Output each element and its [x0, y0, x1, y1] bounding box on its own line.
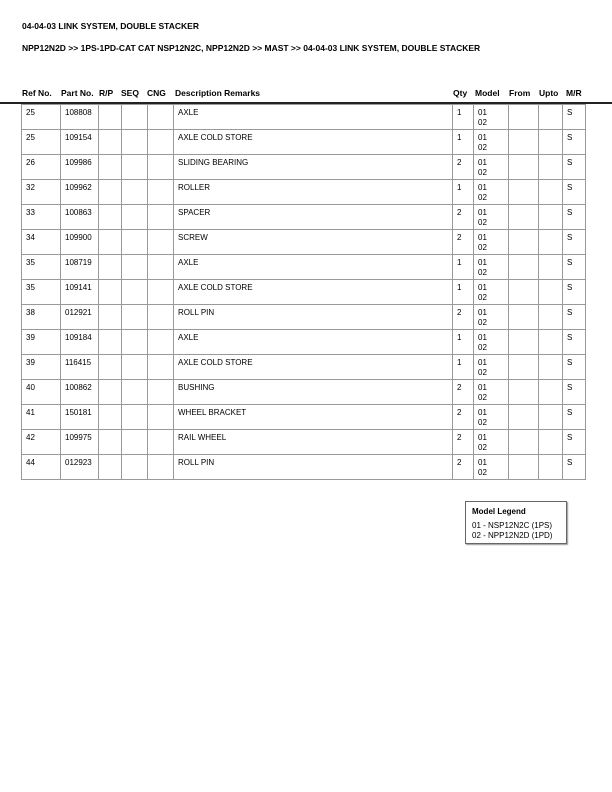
table-row [22, 205, 586, 230]
upto-cell [539, 405, 563, 430]
qty-cell: 2 [453, 455, 474, 480]
part-no-cell: 012923 [61, 455, 99, 480]
table-row [22, 355, 586, 380]
qty-cell: 1 [453, 255, 474, 280]
seq-cell [122, 105, 148, 130]
part-no-cell: 109184 [61, 330, 99, 355]
col-rp: R/P [99, 88, 114, 98]
mr-cell: S [563, 380, 586, 405]
seq-cell [122, 205, 148, 230]
part-no-cell: 108808 [61, 105, 99, 130]
cng-cell [148, 405, 174, 430]
seq-cell [122, 430, 148, 455]
rp-cell [99, 455, 122, 480]
model-code: 02 [478, 268, 487, 277]
ref-cell: 26 [22, 155, 61, 180]
model-cell [474, 355, 509, 380]
part-no-cell: 100862 [61, 380, 99, 405]
model-code: 02 [478, 143, 487, 152]
ref-cell: 39 [22, 330, 61, 355]
seq-cell [122, 280, 148, 305]
cng-cell [148, 155, 174, 180]
part-no-cell: 109900 [61, 230, 99, 255]
upto-cell [539, 130, 563, 155]
seq-cell [122, 255, 148, 280]
ref-cell: 38 [22, 305, 61, 330]
part-no-cell: 108719 [61, 255, 99, 280]
rp-cell [99, 280, 122, 305]
col-qty: Qty [453, 88, 468, 98]
table-row [22, 380, 586, 405]
model-code: 01 [478, 258, 487, 267]
model-code: 01 [478, 308, 487, 317]
seq-cell [122, 330, 148, 355]
col-ref: Ref No. [22, 88, 52, 98]
rp-cell [99, 130, 122, 155]
model-code: 01 [478, 458, 487, 467]
mr-cell: S [563, 455, 586, 480]
col-seq: SEQ [121, 88, 139, 98]
from-cell [509, 130, 539, 155]
upto-cell [539, 255, 563, 280]
table-row [22, 230, 586, 255]
ref-cell: 39 [22, 355, 61, 380]
upto-cell [539, 380, 563, 405]
qty-cell: 2 [453, 230, 474, 255]
model-code: 01 [478, 233, 487, 242]
description-cell: RAIL WHEEL [174, 430, 453, 455]
upto-cell [539, 330, 563, 355]
from-cell [509, 305, 539, 330]
from-cell [509, 405, 539, 430]
col-upto: Upto [539, 88, 559, 98]
model-code: 02 [478, 393, 487, 402]
ref-cell: 42 [22, 430, 61, 455]
ref-cell: 34 [22, 230, 61, 255]
description-cell: SCREW [174, 230, 453, 255]
mr-cell: S [563, 355, 586, 380]
seq-cell [122, 305, 148, 330]
rp-cell [99, 105, 122, 130]
rp-cell [99, 330, 122, 355]
rp-cell [99, 180, 122, 205]
ref-cell: 33 [22, 205, 61, 230]
rp-cell [99, 405, 122, 430]
description-cell: AXLE [174, 105, 453, 130]
model-code: 01 [478, 408, 487, 417]
model-code: 02 [478, 443, 487, 452]
model-cell [474, 105, 509, 130]
description-cell: SPACER [174, 205, 453, 230]
mr-cell: S [563, 180, 586, 205]
table-row [22, 455, 586, 480]
mr-cell: S [563, 305, 586, 330]
model-code: 01 [478, 433, 487, 442]
seq-cell [122, 230, 148, 255]
ref-cell: 25 [22, 130, 61, 155]
cng-cell [148, 380, 174, 405]
ref-cell: 35 [22, 280, 61, 305]
model-code: 01 [478, 383, 487, 392]
upto-cell [539, 155, 563, 180]
from-cell [509, 180, 539, 205]
cng-cell [148, 305, 174, 330]
description-cell: WHEEL BRACKET [174, 405, 453, 430]
rp-cell [99, 430, 122, 455]
model-code: 01 [478, 183, 487, 192]
qty-cell: 2 [453, 205, 474, 230]
description-cell: AXLE [174, 330, 453, 355]
description-cell: ROLLER [174, 180, 453, 205]
mr-cell: S [563, 330, 586, 355]
model-cell [474, 430, 509, 455]
col-mr: M/R [566, 88, 582, 98]
breadcrumb: NPP12N2D >> 1PS-1PD-CAT CAT NSP12N2C, NPP12N2D >> MAST >> 04-04-03 LINK SYSTEM, DOUBLE STACKER [22, 43, 481, 53]
ref-cell: 44 [22, 455, 61, 480]
from-cell [509, 280, 539, 305]
cng-cell [148, 230, 174, 255]
model-code: 01 [478, 208, 487, 217]
from-cell [509, 155, 539, 180]
part-no-cell: 109141 [61, 280, 99, 305]
from-cell [509, 230, 539, 255]
mr-cell: S [563, 155, 586, 180]
from-cell [509, 455, 539, 480]
part-no-cell: 116415 [61, 355, 99, 380]
rp-cell [99, 155, 122, 180]
model-code: 02 [478, 343, 487, 352]
seq-cell [122, 180, 148, 205]
cng-cell [148, 430, 174, 455]
model-cell [474, 305, 509, 330]
seq-cell [122, 405, 148, 430]
qty-cell: 2 [453, 430, 474, 455]
upto-cell [539, 105, 563, 130]
from-cell [509, 380, 539, 405]
model-cell [474, 405, 509, 430]
qty-cell: 2 [453, 155, 474, 180]
mr-cell: S [563, 230, 586, 255]
from-cell [509, 255, 539, 280]
description-cell: AXLE COLD STORE [174, 130, 453, 155]
table-row [22, 105, 586, 130]
col-cng: CNG [147, 88, 166, 98]
model-cell [474, 155, 509, 180]
legend-item: 01 - NSP12N2C (1PS) [472, 521, 553, 530]
qty-cell: 1 [453, 355, 474, 380]
table-row [22, 405, 586, 430]
rp-cell [99, 355, 122, 380]
upto-cell [539, 355, 563, 380]
mr-cell: S [563, 405, 586, 430]
qty-cell: 1 [453, 105, 474, 130]
rp-cell [99, 305, 122, 330]
upto-cell [539, 430, 563, 455]
qty-cell: 1 [453, 130, 474, 155]
model-cell [474, 380, 509, 405]
col-part: Part No. [61, 88, 94, 98]
qty-cell: 2 [453, 305, 474, 330]
seq-cell [122, 380, 148, 405]
cng-cell [148, 455, 174, 480]
part-no-cell: 109962 [61, 180, 99, 205]
table-row [22, 130, 586, 155]
table-row [22, 180, 586, 205]
description-cell: AXLE [174, 255, 453, 280]
seq-cell [122, 155, 148, 180]
qty-cell: 1 [453, 280, 474, 305]
part-no-cell: 109154 [61, 130, 99, 155]
mr-cell: S [563, 280, 586, 305]
ref-cell: 35 [22, 255, 61, 280]
upto-cell [539, 180, 563, 205]
mr-cell: S [563, 105, 586, 130]
rp-cell [99, 255, 122, 280]
col-desc: Description Remarks [175, 88, 261, 98]
seq-cell [122, 355, 148, 380]
model-code: 02 [478, 318, 487, 327]
model-legend [465, 501, 567, 544]
ref-cell: 32 [22, 180, 61, 205]
table-row [22, 305, 586, 330]
col-model: Model [475, 88, 500, 98]
model-code: 02 [478, 368, 487, 377]
from-cell [509, 330, 539, 355]
model-code: 01 [478, 133, 487, 142]
cng-cell [148, 280, 174, 305]
qty-cell: 1 [453, 330, 474, 355]
from-cell [509, 105, 539, 130]
model-cell [474, 205, 509, 230]
model-code: 02 [478, 218, 487, 227]
seq-cell [122, 130, 148, 155]
cng-cell [148, 180, 174, 205]
description-cell: ROLL PIN [174, 305, 453, 330]
cng-cell [148, 355, 174, 380]
description-cell: AXLE COLD STORE [174, 280, 453, 305]
upto-cell [539, 305, 563, 330]
part-no-cell: 012921 [61, 305, 99, 330]
model-code: 02 [478, 418, 487, 427]
page-title: 04-04-03 LINK SYSTEM, DOUBLE STACKER [22, 21, 199, 31]
model-cell [474, 255, 509, 280]
table-row [22, 280, 586, 305]
model-code: 02 [478, 168, 487, 177]
model-code: 01 [478, 283, 487, 292]
table-row [22, 255, 586, 280]
ref-cell: 25 [22, 105, 61, 130]
table-row [22, 330, 586, 355]
description-cell: AXLE COLD STORE [174, 355, 453, 380]
from-cell [509, 205, 539, 230]
model-code: 01 [478, 333, 487, 342]
model-cell [474, 455, 509, 480]
upto-cell [539, 280, 563, 305]
from-cell [509, 430, 539, 455]
model-code: 01 [478, 358, 487, 367]
cng-cell [148, 205, 174, 230]
qty-cell: 2 [453, 380, 474, 405]
upto-cell [539, 455, 563, 480]
ref-cell: 40 [22, 380, 61, 405]
part-no-cell: 150181 [61, 405, 99, 430]
model-code: 02 [478, 193, 487, 202]
cng-cell [148, 255, 174, 280]
description-cell: BUSHING [174, 380, 453, 405]
upto-cell [539, 205, 563, 230]
rp-cell [99, 230, 122, 255]
model-code: 01 [478, 158, 487, 167]
mr-cell: S [563, 255, 586, 280]
mr-cell: S [563, 430, 586, 455]
upto-cell [539, 230, 563, 255]
ref-cell: 41 [22, 405, 61, 430]
legend-title: Model Legend [472, 507, 526, 516]
description-cell: ROLL PIN [174, 455, 453, 480]
table-row [22, 430, 586, 455]
mr-cell: S [563, 205, 586, 230]
cng-cell [148, 105, 174, 130]
col-from: From [509, 88, 531, 98]
part-no-cell: 100863 [61, 205, 99, 230]
qty-cell: 1 [453, 180, 474, 205]
model-code: 02 [478, 468, 487, 477]
model-code: 02 [478, 243, 487, 252]
description-cell: SLIDING BEARING [174, 155, 453, 180]
rp-cell [99, 205, 122, 230]
mr-cell: S [563, 130, 586, 155]
model-cell [474, 280, 509, 305]
parts-table [21, 104, 586, 480]
part-no-cell: 109975 [61, 430, 99, 455]
model-code: 01 [478, 108, 487, 117]
model-code: 02 [478, 118, 487, 127]
rp-cell [99, 380, 122, 405]
model-cell [474, 230, 509, 255]
model-code: 02 [478, 293, 487, 302]
cng-cell [148, 330, 174, 355]
table-row [22, 155, 586, 180]
cng-cell [148, 130, 174, 155]
legend-item: 02 - NPP12N2D (1PD) [472, 531, 553, 540]
model-cell [474, 330, 509, 355]
model-cell [474, 130, 509, 155]
from-cell [509, 355, 539, 380]
seq-cell [122, 455, 148, 480]
part-no-cell: 109986 [61, 155, 99, 180]
qty-cell: 2 [453, 405, 474, 430]
table-header [0, 88, 612, 102]
model-cell [474, 180, 509, 205]
